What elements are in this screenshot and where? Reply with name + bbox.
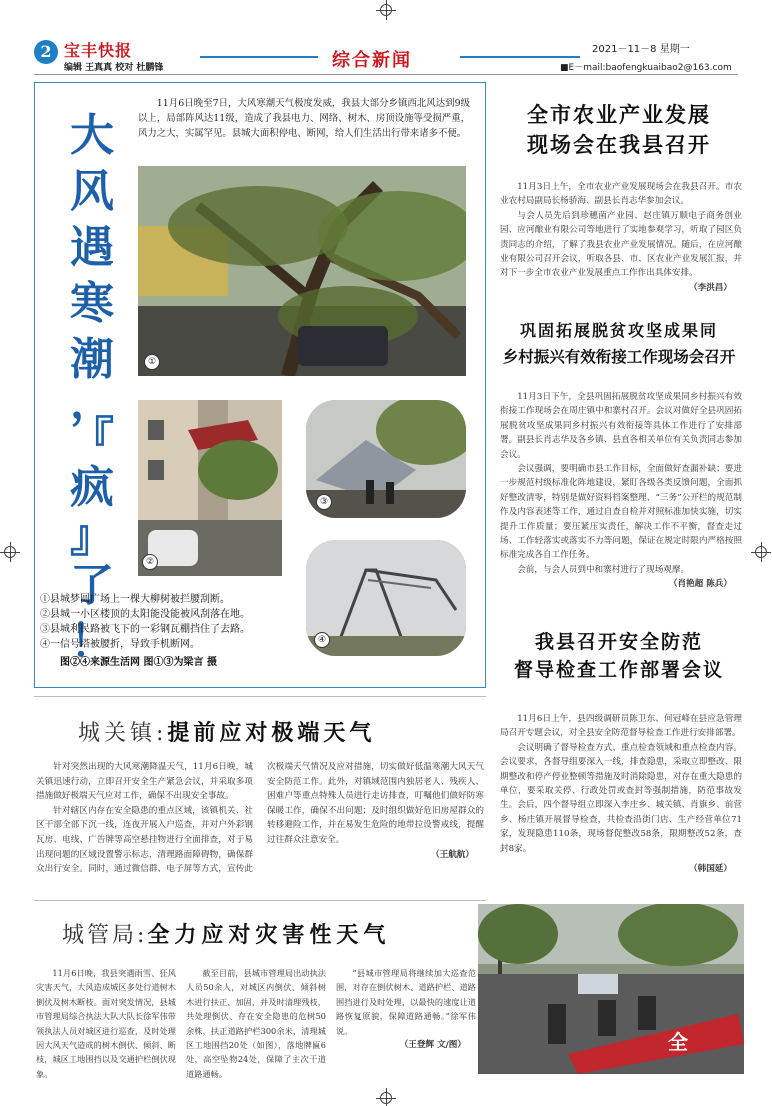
article2-body: [500, 390, 742, 592]
photo-captions: [40, 592, 304, 670]
article2-title-line1: 巩固拓展脱贫攻坚成果同: [519, 321, 718, 340]
caption-line: ②县城一小区楼顶的太阳能没能被风刮落在地。: [40, 609, 250, 620]
photo-signal-tower: [306, 540, 466, 656]
staff-line: 编辑 王真真 校对 杜鹏锋: [64, 63, 164, 73]
article3-title-line2: 督导检查工作部署会议: [513, 659, 724, 681]
article1-title-line1: 全市农业产业发展: [527, 103, 711, 127]
page-number: 2: [40, 42, 52, 61]
article5-paragraph: 截至目前，县城市管理局出动执法人员50余人，对城区内倒伏、倾斜树木进行扶正、加固，并及时清理残枝，共处理倒伏、存在安全隐患的危树50余株，扶正道路护栏300余米，清理城区工地围挡20处（如图），落地牌匾6处，高空坠物24处，保障了主次干道道路通畅。: [186, 968, 326, 1079]
feature-vertical-title: [64, 108, 120, 670]
title-char: 潮: [70, 334, 114, 385]
title-char: ，: [70, 377, 114, 428]
photo-credit: 图②④来源生活网 图①③为梁言 摄: [60, 657, 217, 668]
article1-credit: （李洪昌）: [689, 282, 732, 293]
registration-mark-top: [380, 4, 392, 16]
article1-paragraph: 11月3日上午，全市农业产业发展现场会在我县召开。市农业农村局副局长杨骄海、副县长肖志华参加会议。: [500, 182, 742, 207]
title-char: 』: [70, 511, 114, 562]
article2-title: [494, 318, 744, 370]
caption-line: ④一信号塔被腰折，导致手机断网。: [40, 639, 200, 650]
title-char: 遇: [70, 222, 114, 273]
contact-email[interactable]: ■E－mail:baofengkuaibao2@163.com: [560, 63, 732, 73]
registration-mark-right: [755, 546, 767, 558]
page-number-badge: [34, 40, 58, 64]
title-char: 寒: [70, 278, 114, 329]
photo-label: ④: [314, 632, 330, 648]
article2-credit: （肖艳超 陈兵）: [668, 579, 732, 590]
article3-body: [500, 712, 742, 876]
title-char: 疯: [70, 462, 114, 513]
article2-title-line2: 乡村振兴有效衔接工作现场会召开: [502, 348, 736, 366]
article4-paragraph: 针对突然出现的大风寒潮降温天气，11月6日晚，城关镇迅速行动，立即召开安全生产紧急会议，并采取多项措施做好极端天气应对工作，确保不出现安全事故。: [36, 762, 253, 802]
title-char: 大: [70, 110, 114, 161]
article2-paragraph: 会议强调，要明确市县工作目标，全面做好查漏补缺；要进一步规范村级标准化阵地建设，紧盯各级各类反馈问题，全面抓好整改清零，特别是做好资料档案整理、“三务”公开栏的规范制作及内容表述等工作，通过自查自检并对照标准加快实施，切实提升工作质量；要压紧压实责任，解决工作不平衡，督查走过场、工作轻落实或落实不力等问题，保证在规定时限内严格按照标准完成各自工作任务。: [500, 464, 742, 561]
article5-headline: [62, 918, 390, 949]
registration-mark-left: [4, 546, 16, 558]
article3-title-line1: 我县召开安全防范: [534, 631, 703, 653]
photo-fallen-solar: [138, 400, 282, 576]
article2-paragraph: 11月3日下午，全县巩固拓展脱贫攻坚成果同乡村振兴有效衔接工作现场会在周庄镇中和寨村召开。会议对做好全县巩固拓展脱贫攻坚成果同乡村振兴有效衔接等具体工作进行了安排部署。副县长肖志华及各乡镇、县直各相关单位有关负责同志参加会议。: [500, 392, 742, 460]
svg-text:全: 全: [668, 1030, 688, 1054]
article5-credit: （王登辉 文/图）: [399, 1040, 466, 1051]
article4-paragraph: 针对辖区内存在安全隐患的重点区域，该镇机关、社区干部全部下沉一线，连夜开展入户巡查，并对户外彩钢瓦房、电线、广告牌等高空悬挂物进行全面排查，对于易出现问题的区域设置警示标志，清理路面障碍物，确保群众出行安全。同时，通过微信群、电子屏等方式，宣传此次极端天气情况及应对措施，切实做好低温寒潮大风天气安全防范工作。此外，对镇域范围内独居老人、残疾人、困难户等重点特殊人员进行走访排查，叮嘱他们做好防寒保暖工作，确保不出问题；及时组织做好危旧房屋群众的转移避险工作，并在易发生危险的地带拉设警戒线，提醒过往群众注意安全。: [36, 762, 484, 875]
article1-body: [500, 180, 742, 295]
registration-mark-bottom: [380, 1092, 392, 1104]
issue-date: 2021－11－8 星期一: [592, 44, 690, 55]
article3-paragraph: 11月6日上午，县四级调研员陈卫东、何冠峰在县应急管理局召开专题会议，对全县安全防范督导检查工作进行安排部署。: [500, 714, 742, 739]
article4-headline: [78, 716, 375, 747]
article4-body: [36, 760, 484, 877]
title-char: 风: [70, 166, 114, 217]
title-char: ！: [70, 616, 114, 667]
title-char: 『: [70, 413, 114, 464]
article5-body: [36, 966, 476, 1086]
article5-paragraph: 11月6日晚，我县突遇雨雪、狂风灾害天气，大风造成城区多处行道树木倒伏及树木断枝。面对突发情况，县城市管理局综合执法大队大队长徐军伟带领执法人员对城区进行巡查，及时处理因大风天气造成的树木倒伏、倾斜、断枝，城区工地围挡以及交通护栏倒伏现象。: [36, 968, 176, 1079]
header-rule-right: [460, 56, 580, 58]
title-char: 了: [70, 560, 114, 611]
header-bottom-rule: [34, 74, 738, 75]
article4-prefix: 城关镇:: [78, 721, 168, 746]
article5-prefix: 城管局:: [62, 923, 148, 948]
article4-top-rule: [34, 696, 486, 697]
article1-title-line2: 现场会在我县召开: [527, 133, 711, 157]
article4-credit: （王航航）: [431, 849, 474, 860]
caption-line: ①县城梦圆广场上一棵大柳树被拦腰刮断。: [40, 594, 230, 605]
photo-label: ①: [144, 354, 160, 370]
photo-label: ③: [316, 494, 332, 510]
photo-label: ②: [142, 554, 158, 570]
header-rule-left: [200, 56, 318, 58]
article3-paragraph: 会议明确了督导检查方式、重点检查领域和重点检查内容。会议要求，各督导组要深入一线，排查隐患，采取立即整改、限期整改和停产停业整顿等措施及时消除隐患，对存在重大隐患的单位，要采取关停、行政处罚或查封等强制措施，防范事故发生。会后，四个督导组立即深入李庄乡、城关镇、肖旗乡、前营乡、杨庄镇开展督导检查，共检查沿街门店、生产经营单位71家，发现隐患110条，现场督促整改58条，限期整改52条，查封8家。: [500, 742, 742, 854]
section-name: 综合新闻: [332, 50, 412, 71]
article5-top-rule: [34, 900, 486, 901]
photo-workers-clearing: [478, 904, 744, 1074]
newspaper-name: 宝丰快报: [64, 41, 133, 60]
feature-intro: 11月6日晚至7日，大风寒潮天气极度发威，我县大部分乡镇西北风达到9级以上，局部阵风达11级，造成了我县电力、网络、树木、房顶设施等受损严重，风力之大，实属罕见。县城大面积停电、断网，给人们生活出行带来诸多不便。: [138, 98, 470, 139]
article1-paragraph: 与会人员先后到珍穗菌产业园、赵庄镇万顺电子商务创业园、应河酿业有限公司等地进行了实地参观学习，听取了园区负责同志的介绍，了解了我县农业产业发展情况。随后，在应河酿业有限公司召开会议，听取各县、市、区农业产业发展汇报，并对下一步全市农业产业发展重点工作作出具体安排。: [500, 210, 742, 279]
photo-steel-shed: [306, 400, 466, 518]
photo-broken-tree: [138, 166, 466, 376]
article2-paragraph: 会前，与会人员到中和寨村进行了现场观摩。: [517, 564, 690, 575]
article5-paragraph: “县城市管理局将继续加大巡查范围，对存在倒伏树木、道路护栏、道路围挡进行及时处理，以最快的速度让道路恢复原貌，保障道路通畅。”徐军伟说。: [336, 968, 476, 1036]
article1-title: [494, 100, 744, 160]
caption-line: ③县城利民路被飞下的一彩钢瓦棚挡住了去路。: [40, 624, 250, 635]
article3-title: [494, 628, 744, 684]
article5-title: 全力应对灾害性天气: [147, 923, 391, 948]
article4-title: 提前应对极端天气: [167, 721, 376, 746]
article3-credit: （韩国延）: [689, 864, 732, 875]
